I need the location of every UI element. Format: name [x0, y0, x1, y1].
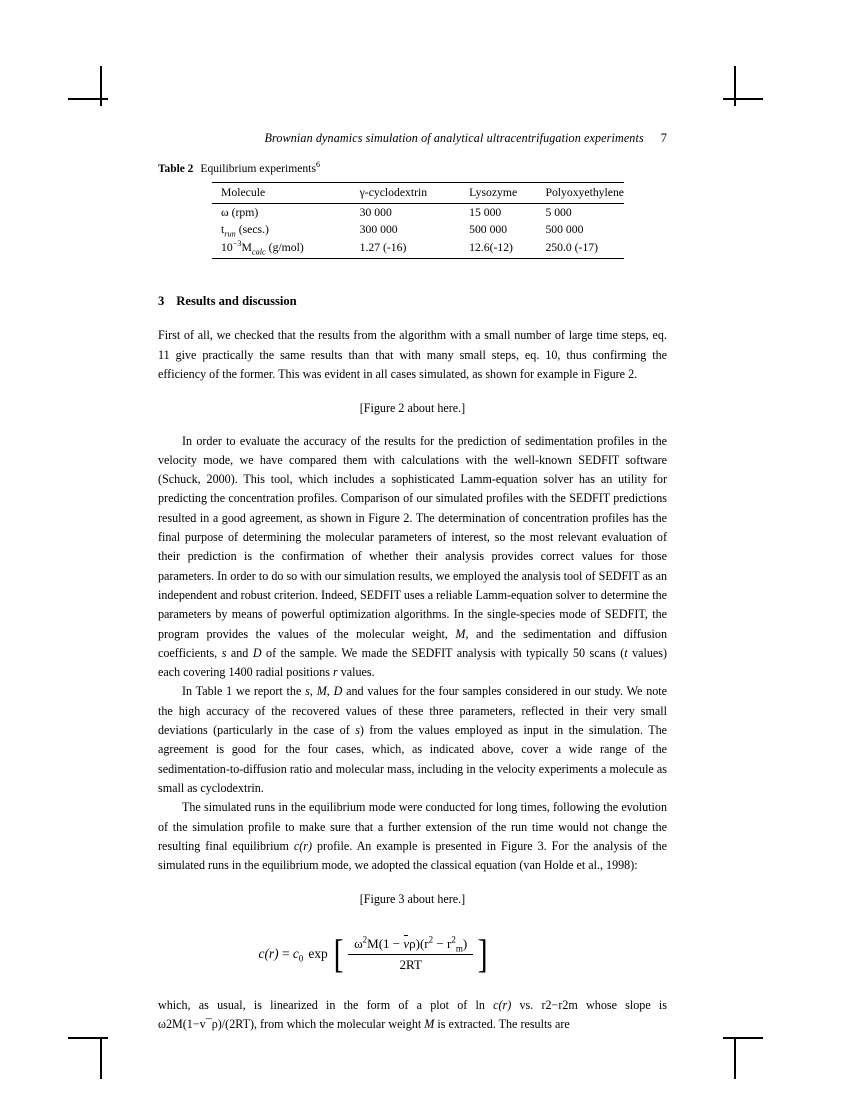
column-header-molecule: Molecule — [212, 183, 360, 204]
italic-symbol-r: r — [332, 665, 338, 680]
italic-symbol-t: t — [624, 645, 628, 660]
figure-2-placeholder-note: [Figure 2 about here.] — [359, 401, 466, 416]
text-run: − r — [433, 935, 452, 951]
text-run: vs. r2−r2m whose slope is ω2M(1−v¯ρ)/(2RT), from which the molecular weight — [158, 997, 667, 1031]
italic-symbol-s: s — [305, 684, 310, 699]
table-2-wrapper — [212, 182, 624, 259]
paragraph-linearization — [158, 996, 667, 1035]
cell-value: 5 000 — [545, 205, 572, 219]
page-number: 7 — [660, 131, 667, 145]
column-header-polyoxyethylene: Polyoxyethylene — [545, 183, 624, 204]
text-run: In order to evaluate the accuracy of the results for the prediction of sedimentation profiles in the velocity mode, we have compared them with calculations with the well-known SEDFIT software (Schuck, 2000). This tool, which includes a sophisticated Lamm-equation solver has an utility for predicting the concentration profiles. Comparison of our simulated profiles with the SEDFIT predictions resulted in a good agreement, as shown in Figure 2. The determination of concentration profiles has the final purpose of determining the molecular parameters of interest, so the most relevant evaluation of their prediction is the confirmation of whether their analysis provides correct values for those parameters. In order to do so with our simulation results, we employed the analysis tool of SEDFIT as an independent and robust criterion. Indeed, SEDFIT uses a reliable Lamm-equation solver to determine the parameters by means of powerful optimization algorithms. In the single-species mode of SEDFIT, the program provides the values of the molecular weight, — [158, 433, 667, 641]
equilibrium-experiments-table — [212, 182, 624, 259]
partial-specific-volume-symbol: v — [403, 935, 410, 951]
text-run: )(r — [415, 935, 429, 951]
table-row — [212, 221, 624, 239]
italic-symbol-M: M — [316, 684, 327, 699]
crop-mark-bottom-left-vertical — [100, 1039, 102, 1079]
text-run: , — [309, 684, 317, 699]
table-row — [212, 239, 624, 259]
equation-denominator: 2RT — [399, 956, 422, 972]
cell-value: 300 000 — [359, 223, 398, 237]
crop-mark-bottom-left-horizontal — [68, 1037, 108, 1039]
omega-symbol: ω — [354, 935, 363, 951]
column-header-cyclodextrin: γ-cyclodextrin — [360, 183, 469, 204]
equation-bracket-right: ] — [477, 931, 488, 977]
paragraph-table1-results — [158, 682, 667, 798]
text-run: (1 − — [378, 935, 404, 951]
row-label-mcalc — [212, 239, 360, 259]
text-run: ) from the values employed as input in the simulation. The agreement is good for the four cases, which, as indicated above, cover a wide range of the sedimentation-to-diffusion ratio and molecular mass, including in the velocity experiments a molecule as small as cyclodextrin. — [158, 723, 667, 795]
section-number: 3 — [158, 294, 165, 309]
cell-value: 30 000 — [359, 205, 392, 219]
cell-value: 12.6(-12) — [469, 239, 545, 259]
row-label-unit: (rpm) — [228, 205, 259, 219]
row-label-unit: (secs.) — [235, 223, 269, 237]
mass-symbol: M — [367, 935, 379, 951]
text-run: In Table 1 we report the — [182, 684, 306, 699]
equation-left-hand-side — [259, 946, 331, 962]
text-run: The simulated runs in the equilibrium mode were conducted for long times, following the evolution of the simulation profile to make sure that a further extension of the run time would not change the resulting final equilibrium — [158, 800, 667, 853]
table-header — [212, 183, 624, 204]
crop-mark-top-left-vertical — [100, 66, 102, 106]
equation-concentration-profile — [158, 931, 667, 977]
text-run: which, as usual, is linearized in the form of a plot of ln — [158, 997, 494, 1012]
row-label-subscript: run — [224, 229, 236, 239]
equation-inner — [258, 931, 491, 977]
text-run: , and the sedimentation and diffusion coefficients, — [158, 626, 667, 660]
text-run: and — [226, 645, 253, 660]
text-run: and values for the four samples considered in our study. We note the high accuracy of the recovered values of these three parameters, reflected in their very small deviations (particularly in the case of — [158, 684, 668, 738]
section-heading — [158, 293, 667, 309]
table-caption — [158, 162, 667, 176]
r-exponent: 2 — [428, 934, 434, 945]
table-caption-footnote-marker: 6 — [315, 160, 320, 170]
italic-symbol-s: s — [221, 645, 227, 660]
italic-symbol-M: M — [455, 626, 466, 641]
row-label-symbol: $10^{-3}M$ — [221, 238, 252, 254]
crop-mark-top-left-horizontal — [68, 98, 108, 100]
omega-exponent: 2 — [362, 934, 368, 945]
italic-symbol-cr: c(r) — [493, 997, 512, 1012]
row-label-symbol: ω — [221, 205, 229, 219]
table-body — [212, 203, 624, 259]
equation-equals: = — [278, 946, 293, 962]
row-label-unit: (g/mol) — [265, 240, 304, 254]
rm-script — [451, 936, 463, 952]
cell-value: 500 000 — [545, 223, 584, 237]
cell-value: 250.0 (-17) — [545, 239, 624, 259]
italic-symbol-D: D — [252, 645, 262, 660]
italic-symbol-cr: c(r) — [293, 838, 313, 853]
table-header-row — [212, 183, 624, 204]
equation-exp-label: exp — [308, 946, 328, 962]
running-head — [158, 130, 667, 146]
crop-mark-top-right-horizontal — [723, 98, 763, 100]
table-row — [212, 203, 624, 221]
column-header-lysozyme: Lysozyme — [469, 183, 545, 204]
italic-symbol-M: M — [424, 1016, 435, 1031]
row-label-trun — [212, 221, 360, 239]
text-run: , — [326, 684, 334, 699]
text-run: of the sample. We made the SEDFIT analysis with typically 50 scans ( — [261, 645, 625, 660]
equation-fraction — [348, 936, 473, 973]
equation-numerator — [348, 936, 473, 955]
text-run: profile. An example is presented in Figure 3. For the analysis of the simulated runs in the equilibrium mode, we adopted the classical equation (van Holde et al., 1998): — [158, 838, 668, 873]
paragraph-intro: First of all, we checked that the results from the algorithm with a small number of large time steps, eq. 11 give practically the same results than that with many small steps, eq. 10, thus confirming the efficiency of the former. This was evident in all cases simulated, as shown for example in Figure 2. — [158, 328, 667, 381]
cell-value: 15 000 — [469, 205, 502, 219]
italic-symbol-D: D — [333, 684, 343, 699]
cell-value: 1.27 (-16) — [360, 239, 469, 259]
row-label-subscript: calc — [251, 247, 266, 257]
paragraph-sedfit — [158, 432, 667, 683]
equation-paren-r: (r) — [264, 946, 279, 962]
text-run: is extracted. The results are — [434, 1016, 570, 1031]
table-caption-label: Table 2 — [158, 163, 194, 175]
italic-symbol-s: s — [355, 723, 360, 738]
text-run: values) each covering 1400 radial positions — [158, 645, 668, 680]
table-caption-text: Equilibrium experiments — [200, 162, 316, 175]
crop-mark-top-right-vertical — [734, 66, 736, 106]
equation-c: c — [258, 946, 265, 962]
crop-mark-bottom-right-horizontal — [723, 1037, 763, 1039]
rm-exponent: 2 — [451, 934, 456, 945]
crop-mark-bottom-right-vertical — [734, 1039, 736, 1079]
row-label-symbol: t — [221, 223, 225, 237]
figure-3-placeholder-note: [Figure 3 about here.] — [359, 892, 466, 907]
running-head-title: Brownian dynamics simulation of analytical ultracentrifugation experiments — [264, 131, 644, 145]
equation-c0: c — [292, 946, 299, 962]
section-title: Results and discussion — [176, 294, 297, 309]
equation-bracket-left: [ — [333, 931, 344, 977]
rm-subscript: m — [455, 943, 463, 954]
cell-value: 500 000 — [469, 223, 508, 237]
paragraph-equilibrium-runs — [158, 798, 667, 875]
page-content — [158, 130, 667, 1034]
density-symbol: ρ — [409, 935, 416, 951]
row-label-omega — [212, 203, 360, 221]
text-run: ) — [462, 935, 468, 951]
equation-c0-subscript: 0 — [298, 953, 304, 964]
text-run: values. — [337, 665, 375, 680]
